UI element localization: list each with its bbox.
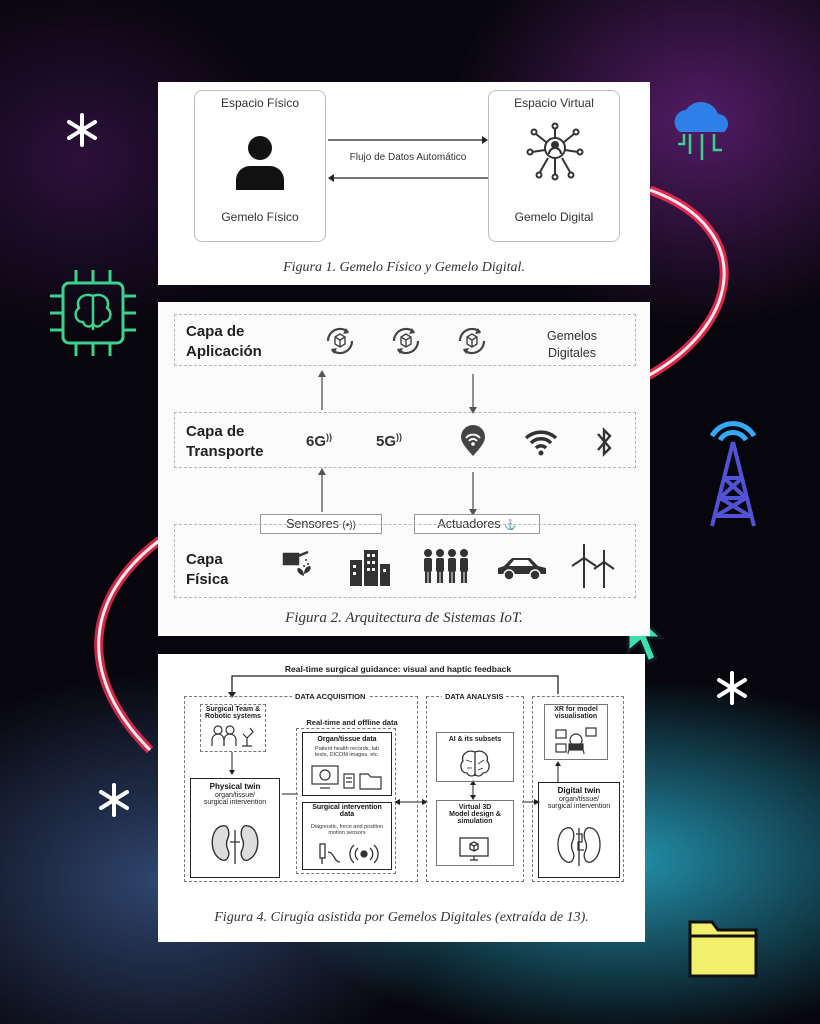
wind-turbine-icon <box>570 542 616 590</box>
digital-twin-title: Digital twin <box>557 786 601 795</box>
folder-icon <box>686 912 760 980</box>
digital-twins-label: Gemelos Digitales <box>546 329 598 360</box>
intervention-data-desc: Diagnostic, force and position motion sensors <box>310 824 384 836</box>
car-icon <box>496 554 548 582</box>
wifi-pin-icon <box>456 424 490 458</box>
data-analysis-label: DATA ANALYSIS <box>442 692 506 701</box>
ai-brain-icon <box>458 748 492 778</box>
application-layer-label: Capa de Aplicación <box>186 323 262 360</box>
actuators-tag: Actuadores ⚓ <box>414 514 540 534</box>
figure-4-caption: Figura 4. Cirugía asistida por Gemelos Digitales (extraída de 13). <box>214 910 589 925</box>
digital-kidney-icon <box>554 824 604 870</box>
figure-4-panel <box>158 654 645 942</box>
data-flow-label: Flujo de Datos Automático <box>349 152 467 163</box>
cloud-icon <box>664 92 740 168</box>
vr-headset-icon <box>554 726 598 756</box>
6g-icon: 6G)) <box>306 432 333 450</box>
intervention-data-title: Surgical intervention data <box>312 804 382 818</box>
physical-twin-label: Gemelo Físico <box>221 210 299 224</box>
network-node-icon <box>526 122 584 192</box>
physical-layer-label: Capa Física <box>186 551 229 588</box>
realtime-offline-label: Real-time and offline data <box>306 718 398 727</box>
digital-twin-label: Gemelo Digital <box>514 210 594 224</box>
watering-plant-icon <box>280 546 320 586</box>
5g-icon: 5G)) <box>376 432 403 450</box>
radio-tower-icon <box>698 408 768 532</box>
asterisk-icon <box>96 782 132 818</box>
surgeon-robot-icon <box>210 724 256 748</box>
organ-data-desc: Patient health records, lab tests, DICOM images, etc. <box>314 746 380 758</box>
physical-space-label: Espacio Físico <box>220 96 300 110</box>
monitor-cube-icon <box>458 836 490 862</box>
xr-label: XR for model visualisation <box>554 706 598 720</box>
wifi-icon <box>524 428 558 456</box>
physical-twin-subtitle: organ/tissue/ surgical intervention <box>203 792 267 806</box>
sensors-tag: Sensores (•)) <box>260 514 382 534</box>
surgical-team-label: Surgical Team & Robotic systems <box>204 706 262 720</box>
virtual-space-label: Espacio Virtual <box>514 96 594 110</box>
figure-2-panel <box>158 302 650 636</box>
asterisk-icon <box>714 670 750 706</box>
organ-data-title: Organ/tissue data <box>317 736 377 743</box>
transport-layer-label: Capa de Transporte <box>186 423 264 460</box>
sensor-probe-icon <box>316 842 380 866</box>
figure-1-panel <box>158 82 650 285</box>
bluetooth-icon <box>592 426 616 458</box>
digital-twin-subtitle: organ/tissue/ surgical intervention <box>547 796 611 810</box>
person-icon <box>232 134 288 190</box>
virtual-model-label: Virtual 3D Model design & simulation <box>449 804 501 825</box>
ai-label: AI & its subsets <box>448 736 502 743</box>
asterisk-icon <box>64 112 100 148</box>
physical-layer <box>174 524 636 598</box>
physical-twin-title: Physical twin <box>209 782 261 791</box>
figure-2-caption: Figura 2. Arquitectura de Sistemas IoT. <box>285 610 523 626</box>
records-icon <box>310 764 384 792</box>
kidney-icon <box>208 822 262 868</box>
brain-chip-icon <box>48 268 138 358</box>
buildings-icon <box>348 548 392 586</box>
figure-1-caption: Figura 1. Gemelo Físico y Gemelo Digital. <box>283 260 525 275</box>
people-icon <box>422 548 470 584</box>
data-acquisition-label: DATA ACQUISITION <box>292 692 368 701</box>
feedback-label: Real-time surgical guidance: visual and haptic feedback <box>284 664 512 674</box>
